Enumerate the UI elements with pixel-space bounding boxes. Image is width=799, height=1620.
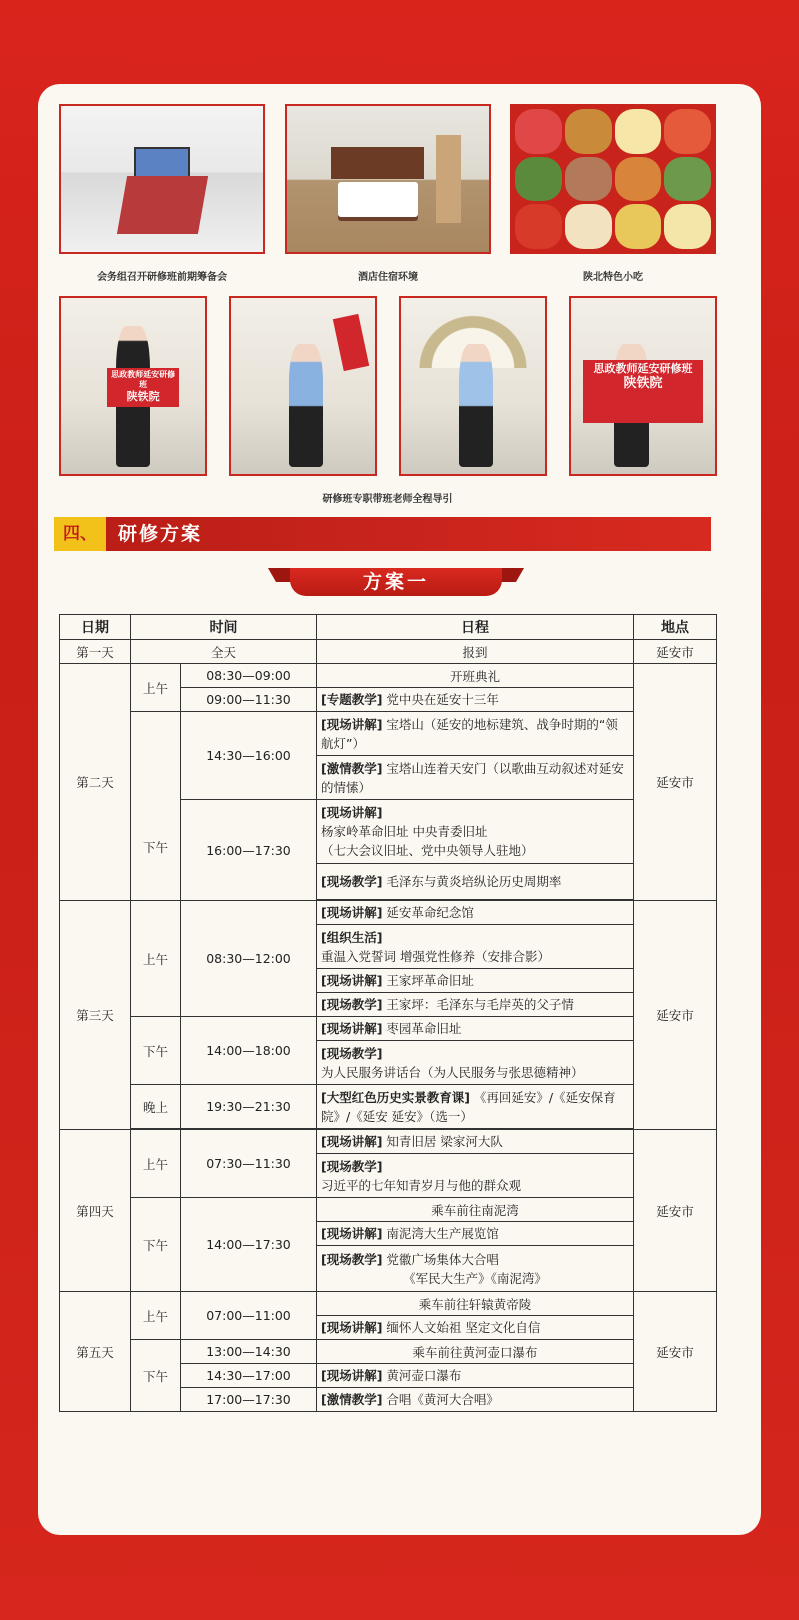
- food-photo: [510, 104, 716, 254]
- day2-r2-time: 09:00—11:30: [181, 688, 317, 712]
- header-place: 地点: [634, 615, 717, 640]
- photo-caption-food: 陕北特色小吃: [583, 272, 643, 283]
- header-day: 日期: [60, 615, 131, 640]
- day3-r3-text: 王家坪革命旧址: [386, 973, 474, 988]
- day3-r7-tag: [大型红色历史实景教育课]: [321, 1089, 470, 1105]
- table-row: [60, 1198, 717, 1222]
- table-row: [60, 901, 717, 925]
- photo-caption-meeting: 会务组召开研修班前期筹备会: [97, 272, 227, 283]
- day5-am: 上午: [131, 1292, 181, 1340]
- day4-am-time: 07:30—11:30: [181, 1130, 317, 1198]
- day4-r5-line1: 党徽广场集体大合唱: [386, 1251, 499, 1267]
- header-time: 时间: [131, 615, 317, 640]
- table-row: [60, 712, 717, 756]
- table-row: [60, 1340, 717, 1364]
- section-title: 研修方案: [118, 523, 203, 545]
- day2-r6-tag: [现场教学]: [321, 874, 383, 889]
- day3-r2-tag: [组织生活]: [321, 929, 383, 945]
- day3-r6-text: 为人民服务讲话台（为人民服务与张思德精神）: [321, 1064, 584, 1080]
- day3-r2-text: 重温入党誓词 增强党性修养（安排合影）: [321, 948, 550, 964]
- day5-r1-item: 乘车前往轩辕黄帝陵: [317, 1292, 634, 1316]
- day2-pm: 下午: [131, 712, 181, 901]
- meeting-photo: [59, 104, 265, 254]
- day5-am-time: 07:00—11:00: [181, 1292, 317, 1340]
- day2-r1-time: 08:30—09:00: [181, 664, 317, 688]
- day2-r2-tag: [专题教学]: [321, 692, 383, 707]
- day2-r3-text: 宝塔山（延安的地标建筑、战争时期的“领航灯”）: [321, 716, 618, 751]
- day2-r6-text: 毛泽东与黄炎培纵论历史周期率: [386, 874, 562, 889]
- day2-r3-time: 14:30—16:00: [181, 712, 317, 800]
- day5-r2-text: 缅怀人文始祖 坚定文化自信: [386, 1320, 541, 1335]
- photo-caption-hotel: 酒店住宿环境: [358, 272, 418, 283]
- table-row: [60, 640, 717, 664]
- day2-r5-time: 16:00—17:30: [181, 800, 317, 901]
- day5-r5-tag: [激情教学]: [321, 1392, 383, 1407]
- day3-label: 第三天: [60, 901, 131, 1130]
- day5-r5-text: 合唱《黄河大合唱》: [386, 1392, 499, 1407]
- day2-r4-tag: [激情教学]: [321, 760, 383, 776]
- table-row: [60, 1085, 717, 1129]
- day4-r2-tag: [现场教学]: [321, 1158, 383, 1174]
- guide-sign-small-line1: 思政教师延安研修班: [111, 370, 176, 389]
- day2-r4-text: 宝塔山连着天安门（以歌曲互动叙述对延安的情愫）: [321, 760, 624, 795]
- day3-r4-tag: [现场教学]: [321, 997, 383, 1012]
- day2-am: 上午: [131, 664, 181, 712]
- day3-eve: 晚上: [131, 1085, 181, 1129]
- day1-place: 延安市: [634, 640, 717, 664]
- guide-sign-small-line2: 陕铁院: [126, 389, 160, 403]
- day2-r2-text: 党中央在延安十三年: [386, 692, 499, 707]
- day3-am: 上午: [131, 901, 181, 1017]
- day5-r4-time: 14:30—17:00: [181, 1364, 317, 1388]
- section-number: 四、: [54, 517, 106, 551]
- day2-r5-tag: [现场讲解]: [321, 805, 383, 820]
- day4-place: 延安市: [634, 1130, 717, 1292]
- day3-place: 延安市: [634, 901, 717, 1130]
- table-row: [60, 1130, 717, 1154]
- table-row: [60, 664, 717, 688]
- guide-photo-1: [59, 296, 207, 476]
- guide-photo-3: [399, 296, 547, 476]
- day2-label: 第二天: [60, 664, 131, 901]
- day4-r4-tag: [现场讲解]: [321, 1226, 383, 1241]
- day4-r2-text: 习近平的七年知青岁月与他的群众观: [321, 1177, 522, 1193]
- table-header-row: [60, 615, 717, 640]
- day4-r5-tag: [现场教学]: [321, 1251, 383, 1267]
- day4-r4-text: 南泥湾大生产展览馆: [386, 1226, 499, 1241]
- photo-caption-guides: 研修班专职带班老师全程导引: [322, 494, 453, 505]
- day2-place: 延安市: [634, 664, 717, 901]
- day4-am: 上午: [131, 1130, 181, 1198]
- day2-r3-tag: [现场讲解]: [321, 716, 383, 732]
- day5-place: 延安市: [634, 1292, 717, 1412]
- day3-am-time: 08:30—12:00: [181, 901, 317, 1017]
- day5-r3-time: 13:00—14:30: [181, 1340, 317, 1364]
- day3-r1-tag: [现场讲解]: [321, 905, 383, 920]
- day4-r3-item: 乘车前往南泥湾: [317, 1198, 634, 1222]
- day4-r1-text: 知青旧居 梁家河大队: [386, 1134, 503, 1149]
- table-row: [60, 1017, 717, 1041]
- day3-r3-tag: [现场讲解]: [321, 973, 383, 988]
- day3-eve-time: 19:30—21:30: [181, 1085, 317, 1129]
- day2-r5-line2: （七大会议旧址、党中央领导人驻地）: [321, 843, 534, 858]
- day3-r6-tag: [现场教学]: [321, 1045, 383, 1061]
- guide-sign-line2: 陕铁院: [623, 375, 663, 391]
- day4-pm: 下午: [131, 1198, 181, 1292]
- day5-r2-tag: [现场讲解]: [321, 1320, 383, 1335]
- day4-label: 第四天: [60, 1130, 131, 1292]
- day3-r1-text: 延安革命纪念馆: [386, 905, 474, 920]
- day2-r1-item: 开班典礼: [317, 664, 634, 688]
- guide-sign-line1: 思政教师延安研修班: [593, 361, 693, 375]
- day5-r3-item: 乘车前往黄河壶口瀑布: [317, 1340, 634, 1364]
- guide-photo-2: [229, 296, 377, 476]
- day4-pm-time: 14:00—17:30: [181, 1198, 317, 1292]
- day3-r7-text: 《再回延安》/《延安保育院》/《延安 延安》（选一）: [321, 1089, 616, 1124]
- day3-r4-text: 王家坪：毛泽东与毛岸英的父子情: [386, 997, 574, 1012]
- schedule-table: [59, 614, 717, 1412]
- day3-pm: 下午: [131, 1017, 181, 1085]
- day5-r5-time: 17:00—17:30: [181, 1388, 317, 1412]
- guide-photo-4: [569, 296, 717, 476]
- day3-r5-text: 枣园革命旧址: [386, 1021, 462, 1036]
- plan-title: 方案一: [362, 571, 429, 593]
- hotel-photo: [285, 104, 491, 254]
- day1-time: 全天: [131, 640, 317, 664]
- day2-r5-line1: 杨家岭革命旧址 中央青委旧址: [321, 824, 488, 839]
- day5-r4-tag: [现场讲解]: [321, 1368, 383, 1383]
- day3-pm-time: 14:00—18:00: [181, 1017, 317, 1085]
- day4-r5-line2: 《军民大生产》《南泥湾》: [403, 1270, 547, 1286]
- day1-item: 报到: [317, 640, 634, 664]
- plan-ribbon: [272, 568, 520, 600]
- day1-label: 第一天: [60, 640, 131, 664]
- day5-pm: 下午: [131, 1340, 181, 1412]
- header-schedule: 日程: [317, 615, 634, 640]
- day5-label: 第五天: [60, 1292, 131, 1412]
- day4-r1-tag: [现场讲解]: [321, 1134, 383, 1149]
- day3-r5-tag: [现场讲解]: [321, 1021, 383, 1036]
- day5-r4-text: 黄河壶口瀑布: [386, 1368, 462, 1383]
- table-row: [60, 1292, 717, 1316]
